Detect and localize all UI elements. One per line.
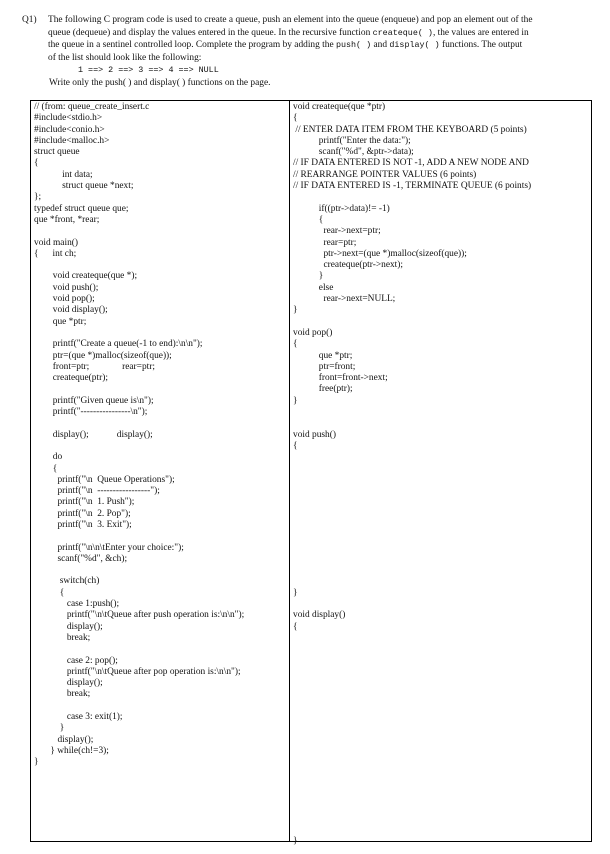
- right-code-line: [293, 746, 531, 757]
- left-code-line: [34, 328, 244, 339]
- left-code-line: struct queue: [34, 147, 80, 158]
- left-code-line: struct queue *next;: [34, 181, 134, 192]
- question-line-2: queue (dequeue) and display the values entered in the queue. In the recursive function createque( ), the values are entered in: [48, 27, 529, 38]
- right-code-line: [293, 554, 531, 565]
- right-code-line: [293, 543, 531, 554]
- output-example: 1 ==> 2 ==> 3 ==> 4 ==> NULL: [78, 65, 219, 75]
- right-code-line: if((ptr->data)!= -1): [293, 203, 390, 214]
- right-code-line: [293, 735, 531, 746]
- left-code-line: { int ch;: [34, 248, 77, 259]
- question-line-3: the queue in a sentinel controlled loop. Complete the program by adding the push( ) and display( ) functions. The output: [48, 40, 523, 51]
- right-code-line: [293, 825, 531, 836]
- column-divider: [289, 100, 290, 842]
- left-code-line: printf("\n Queue Operations");: [34, 474, 175, 485]
- right-code-line: void display(): [293, 610, 346, 621]
- left-code-line: void main(): [34, 237, 79, 248]
- right-code-line: [293, 452, 531, 463]
- left-code-line: void createque(que *);: [34, 271, 138, 282]
- instruction-text: Write only the push( ) and display( ) functions on the page.: [49, 78, 271, 88]
- right-code-line: [293, 689, 531, 700]
- right-code-line: // IF DATA ENTERED IS -1, TERMINATE QUEUE (6 points): [293, 181, 532, 192]
- left-code-line: do: [34, 452, 63, 463]
- left-code-line: };: [34, 192, 42, 203]
- question-text: [48, 14, 600, 64]
- right-code-line: {: [293, 214, 324, 225]
- right-code-line: {: [293, 339, 298, 350]
- left-code-line: printf("Create a queue(-1 to end):\n\n");: [34, 339, 203, 350]
- right-code-line: [293, 475, 531, 486]
- right-code-column: [293, 102, 531, 848]
- left-code-line: int data;: [34, 169, 93, 180]
- left-code-line: que *front, *rear;: [34, 214, 100, 225]
- left-code-line: [34, 384, 244, 395]
- left-code-line: printf("----------------\n");: [34, 407, 148, 418]
- left-code-line: printf("Given queue is\n");: [34, 395, 154, 406]
- right-code-line: // REARRANGE POINTER VALUES (6 points): [293, 169, 477, 180]
- right-code-line: }: [293, 587, 298, 598]
- left-code-line: printf("\n 2. Pop");: [34, 508, 131, 519]
- right-code-line: rear=ptr;: [293, 237, 357, 248]
- left-code-line: display();: [34, 734, 94, 745]
- left-code-line: } while(ch!=3);: [34, 745, 109, 756]
- right-code-line: createque(ptr->next);: [293, 260, 404, 271]
- left-code-line: display(); display();: [34, 429, 153, 440]
- left-code-line: printf("\n\tQueue after pop operation is:\n\n");: [34, 666, 241, 677]
- left-code-line: {: [34, 587, 65, 598]
- left-code-line: display();: [34, 678, 103, 689]
- right-code-line: [293, 791, 531, 802]
- left-code-line: [34, 565, 244, 576]
- left-code-line: [34, 531, 244, 542]
- question-number: Q1): [22, 15, 37, 25]
- left-code-line: printf("\n\n\tEnter your choice:");: [34, 542, 184, 553]
- push-function-ref: push( ): [335, 40, 372, 51]
- right-code-line: free(ptr);: [293, 384, 353, 395]
- right-code-line: [293, 780, 531, 791]
- right-code-line: [293, 757, 531, 768]
- right-code-line: rear->next=NULL;: [293, 294, 396, 305]
- right-code-line: void createque(que *ptr): [293, 102, 386, 112]
- right-code-line: [293, 701, 531, 712]
- right-code-line: [293, 407, 531, 418]
- right-code-line: [293, 317, 531, 328]
- left-code-line: case 3: exit(1);: [34, 712, 123, 723]
- right-code-line: [293, 464, 531, 475]
- left-code-line: printf("\n\tQueue after push operation is:\n\n");: [34, 610, 245, 621]
- right-code-line: front=front->next;: [293, 373, 388, 384]
- left-code-line: break;: [34, 689, 91, 700]
- right-code-line: [293, 520, 531, 531]
- left-code-line: }: [34, 723, 65, 734]
- right-code-line: [293, 576, 531, 587]
- right-code-line: [293, 723, 531, 734]
- left-code-line: ptr=(que *)malloc(sizeof(que));: [34, 350, 172, 361]
- right-code-line: [293, 531, 531, 542]
- right-code-line: scanf("%d", &ptr->data);: [293, 147, 414, 158]
- right-code-line: [293, 633, 531, 644]
- left-code-line: printf("\n -----------------");: [34, 486, 160, 497]
- right-code-line: [293, 418, 531, 429]
- createque-function-ref: createque( ): [372, 27, 433, 38]
- right-code-line: [293, 486, 531, 497]
- right-code-line: void pop(): [293, 327, 333, 338]
- right-code-line: ptr=front;: [293, 361, 356, 372]
- display-function-ref: display( ): [389, 40, 440, 51]
- right-code-line: }: [293, 836, 298, 847]
- left-code-line: #include<stdio.h>: [34, 113, 103, 124]
- right-code-line: // ENTER DATA ITEM FROM THE KEYBOARD (5 points): [293, 124, 527, 135]
- right-code-line: {: [293, 113, 298, 124]
- right-code-line: {: [293, 621, 298, 632]
- right-code-line: [293, 656, 531, 667]
- left-code-column: [34, 102, 244, 769]
- right-code-line: que *ptr;: [293, 350, 353, 361]
- left-code-line: [34, 226, 244, 237]
- right-code-line: [293, 769, 531, 780]
- right-code-line: [293, 509, 531, 520]
- right-code-line: [293, 192, 531, 203]
- question-line-1: The following C program code is used to create a queue, push an element into the queue (enqueue) and pop an element out of the: [48, 15, 533, 25]
- left-code-line: [34, 260, 244, 271]
- right-code-line: }: [293, 305, 298, 316]
- left-code-line: void pop();: [34, 294, 95, 305]
- left-code-line: [34, 701, 244, 712]
- right-code-line: }: [293, 395, 298, 406]
- left-code-line: [34, 441, 244, 452]
- left-code-line: #include<malloc.h>: [34, 135, 110, 146]
- right-code-line: ptr->next=(que *)malloc(sizeof(que));: [293, 248, 467, 259]
- left-code-line: void display();: [34, 305, 108, 316]
- left-code-line: {: [34, 158, 39, 169]
- right-code-line: [293, 667, 531, 678]
- left-code-line: case 1:push();: [34, 599, 120, 610]
- right-code-line: [293, 814, 531, 825]
- right-code-line: [293, 802, 531, 813]
- left-code-line: {: [34, 463, 58, 474]
- right-code-line: [293, 565, 531, 576]
- left-code-line: display();: [34, 621, 103, 632]
- left-code-line: #include<conio.h>: [34, 124, 105, 135]
- right-code-line: // IF DATA ENTERED IS NOT -1, ADD A NEW NODE AND: [293, 158, 529, 169]
- left-code-line: [34, 644, 244, 655]
- left-code-line: front=ptr; rear=ptr;: [34, 361, 155, 372]
- right-code-line: [293, 497, 531, 508]
- left-code-line: printf("\n 3. Exit");: [34, 519, 132, 530]
- left-code-line: // (from: queue_create_insert.c: [34, 102, 150, 112]
- right-code-line: [293, 644, 531, 655]
- right-code-line: else: [293, 282, 334, 293]
- right-code-line: [293, 599, 531, 610]
- left-code-line: switch(ch): [34, 576, 100, 587]
- right-code-line: rear->next=ptr;: [293, 226, 381, 237]
- left-code-line: printf("\n 1. Push");: [34, 497, 135, 508]
- left-code-line: }: [34, 757, 39, 768]
- left-code-line: [34, 418, 244, 429]
- right-code-line: void push(): [293, 429, 336, 440]
- right-code-line: {: [293, 440, 298, 451]
- left-code-line: case 2: pop();: [34, 655, 118, 666]
- left-code-line: break;: [34, 632, 91, 643]
- question-line-4: of the list should look like the following:: [48, 52, 202, 63]
- right-code-line: [293, 678, 531, 689]
- left-code-line: que *ptr;: [34, 316, 87, 327]
- left-code-line: typedef struct queue que;: [34, 203, 129, 214]
- left-code-line: scanf("%d", &ch);: [34, 553, 128, 564]
- left-code-line: void push();: [34, 282, 99, 293]
- right-code-line: printf("Enter the data:");: [293, 135, 411, 146]
- right-code-line: [293, 712, 531, 723]
- left-code-line: createque(ptr);: [34, 373, 108, 384]
- right-code-line: }: [293, 271, 324, 282]
